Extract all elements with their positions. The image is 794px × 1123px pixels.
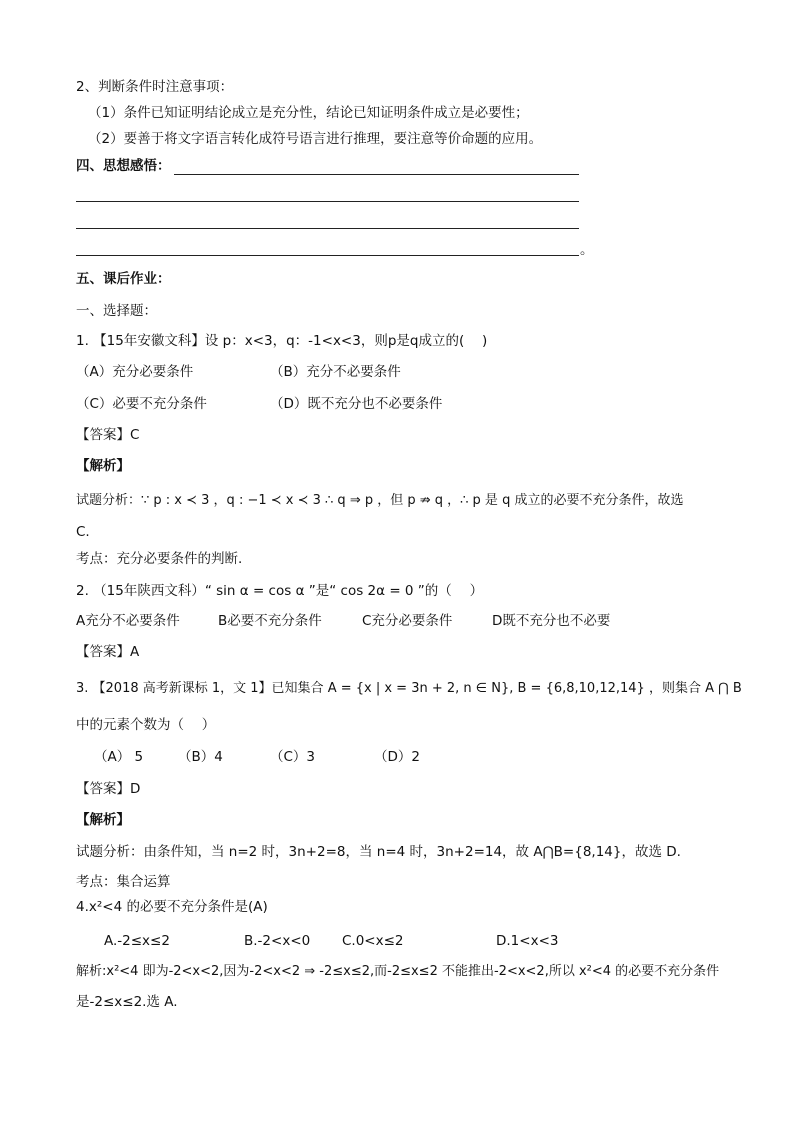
question-4-stem: 4.x²<4 的必要不充分条件是(A) xyxy=(76,899,268,915)
q1-topic: 考点：充分必要条件的判断. xyxy=(76,551,243,567)
section-4-heading: 四、思想感悟： xyxy=(76,158,171,174)
q2-option-a: A充分不必要条件 xyxy=(76,613,180,629)
q4-option-a: A.-2≤x≤2 xyxy=(104,933,170,949)
q1-option-c: （C）必要不充分条件 xyxy=(76,396,207,412)
q3-analysis-label: 【解析】 xyxy=(76,812,130,828)
q1-option-b: （B）充分不必要条件 xyxy=(270,364,401,380)
q4-analysis-line-1: 解析:x²<4 即为-2<x<2,因为-2<x<2 ⇒ -2≤x≤2,而-2≤x≤2 不能推出-2<x<2,所以 x²<4 的必要不充分条件 xyxy=(76,964,720,979)
fill-line-1 xyxy=(174,174,579,175)
note-title: 2、判断条件时注意事项： xyxy=(76,79,234,95)
question-2-stem: 2. （15年陕西文科）“ sin α = cos α ”是“ cos 2α = 0 ”的（ ） xyxy=(76,583,484,599)
q3-answer: 【答案】D xyxy=(76,781,141,797)
question-1-stem: 1. 【15年安徽文科】设 p：x<3，q：-1<x<3，则p是q成立的( ) xyxy=(76,333,488,349)
q4-analysis-line-2: 是-2≤x≤2.选 A. xyxy=(76,994,178,1010)
q1-option-d: （D）既不充分也不必要条件 xyxy=(270,396,443,412)
section-5-heading: 五、课后作业： xyxy=(76,271,171,287)
question-3-stem-line-1: 3. 【2018 高考新课标 1，文 1】已知集合 A = {x | x = 3n + 2, n ∈ N}, B = {6,8,10,12,14} ，则集合 A ⋂ B xyxy=(76,681,742,696)
q1-analysis-label: 【解析】 xyxy=(76,458,130,474)
question-3-stem-line-2: 中的元素个数为（ ） xyxy=(76,717,216,733)
q3-option-c: （C）3 xyxy=(270,749,316,765)
end-mark: 。 xyxy=(580,242,594,258)
q2-option-b: B必要不充分条件 xyxy=(218,613,322,629)
q1-analysis-line-2: C. xyxy=(76,524,90,540)
fill-line-4 xyxy=(76,255,579,256)
q3-option-d: （D）2 xyxy=(374,749,420,765)
q2-answer: 【答案】A xyxy=(76,644,140,660)
q3-option-b: （B）4 xyxy=(178,749,223,765)
note-item-2: （2）要善于将文字语言转化成符号语言进行推理，要注意等价命题的应用。 xyxy=(88,131,543,147)
q1-option-a: （A）充分必要条件 xyxy=(76,364,194,380)
q4-option-d: D.1<x<3 xyxy=(496,933,559,949)
q2-option-d: D既不充分也不必要 xyxy=(492,613,611,629)
q3-analysis: 试题分析：由条件知，当 n=2 时，3n+2=8，当 n=4 时，3n+2=14，故 A⋂B={8,14}，故选 D. xyxy=(76,844,681,860)
q3-topic: 考点：集合运算 xyxy=(76,874,171,890)
part-heading: 一、选择题： xyxy=(76,303,157,319)
q1-answer: 【答案】C xyxy=(76,427,140,443)
q4-option-c: C.0<x≤2 xyxy=(342,933,404,949)
q3-option-a: （A） 5 xyxy=(94,749,144,765)
q1-analysis-line-1: 试题分析：∵ p : x ≺ 3 ，q : −1 ≺ x ≺ 3 ∴ q ⇒ p ，但 p ⇏ q ，∴ p 是 q 成立的必要不充分条件，故选 xyxy=(76,493,684,508)
q4-option-b: B.-2<x<0 xyxy=(244,933,311,949)
q2-option-c: C充分必要条件 xyxy=(362,613,453,629)
fill-line-3 xyxy=(76,228,579,229)
fill-line-2 xyxy=(76,201,579,202)
note-item-1: （1）条件已知证明结论成立是充分性，结论已知证明条件成立是必要性； xyxy=(88,105,529,121)
